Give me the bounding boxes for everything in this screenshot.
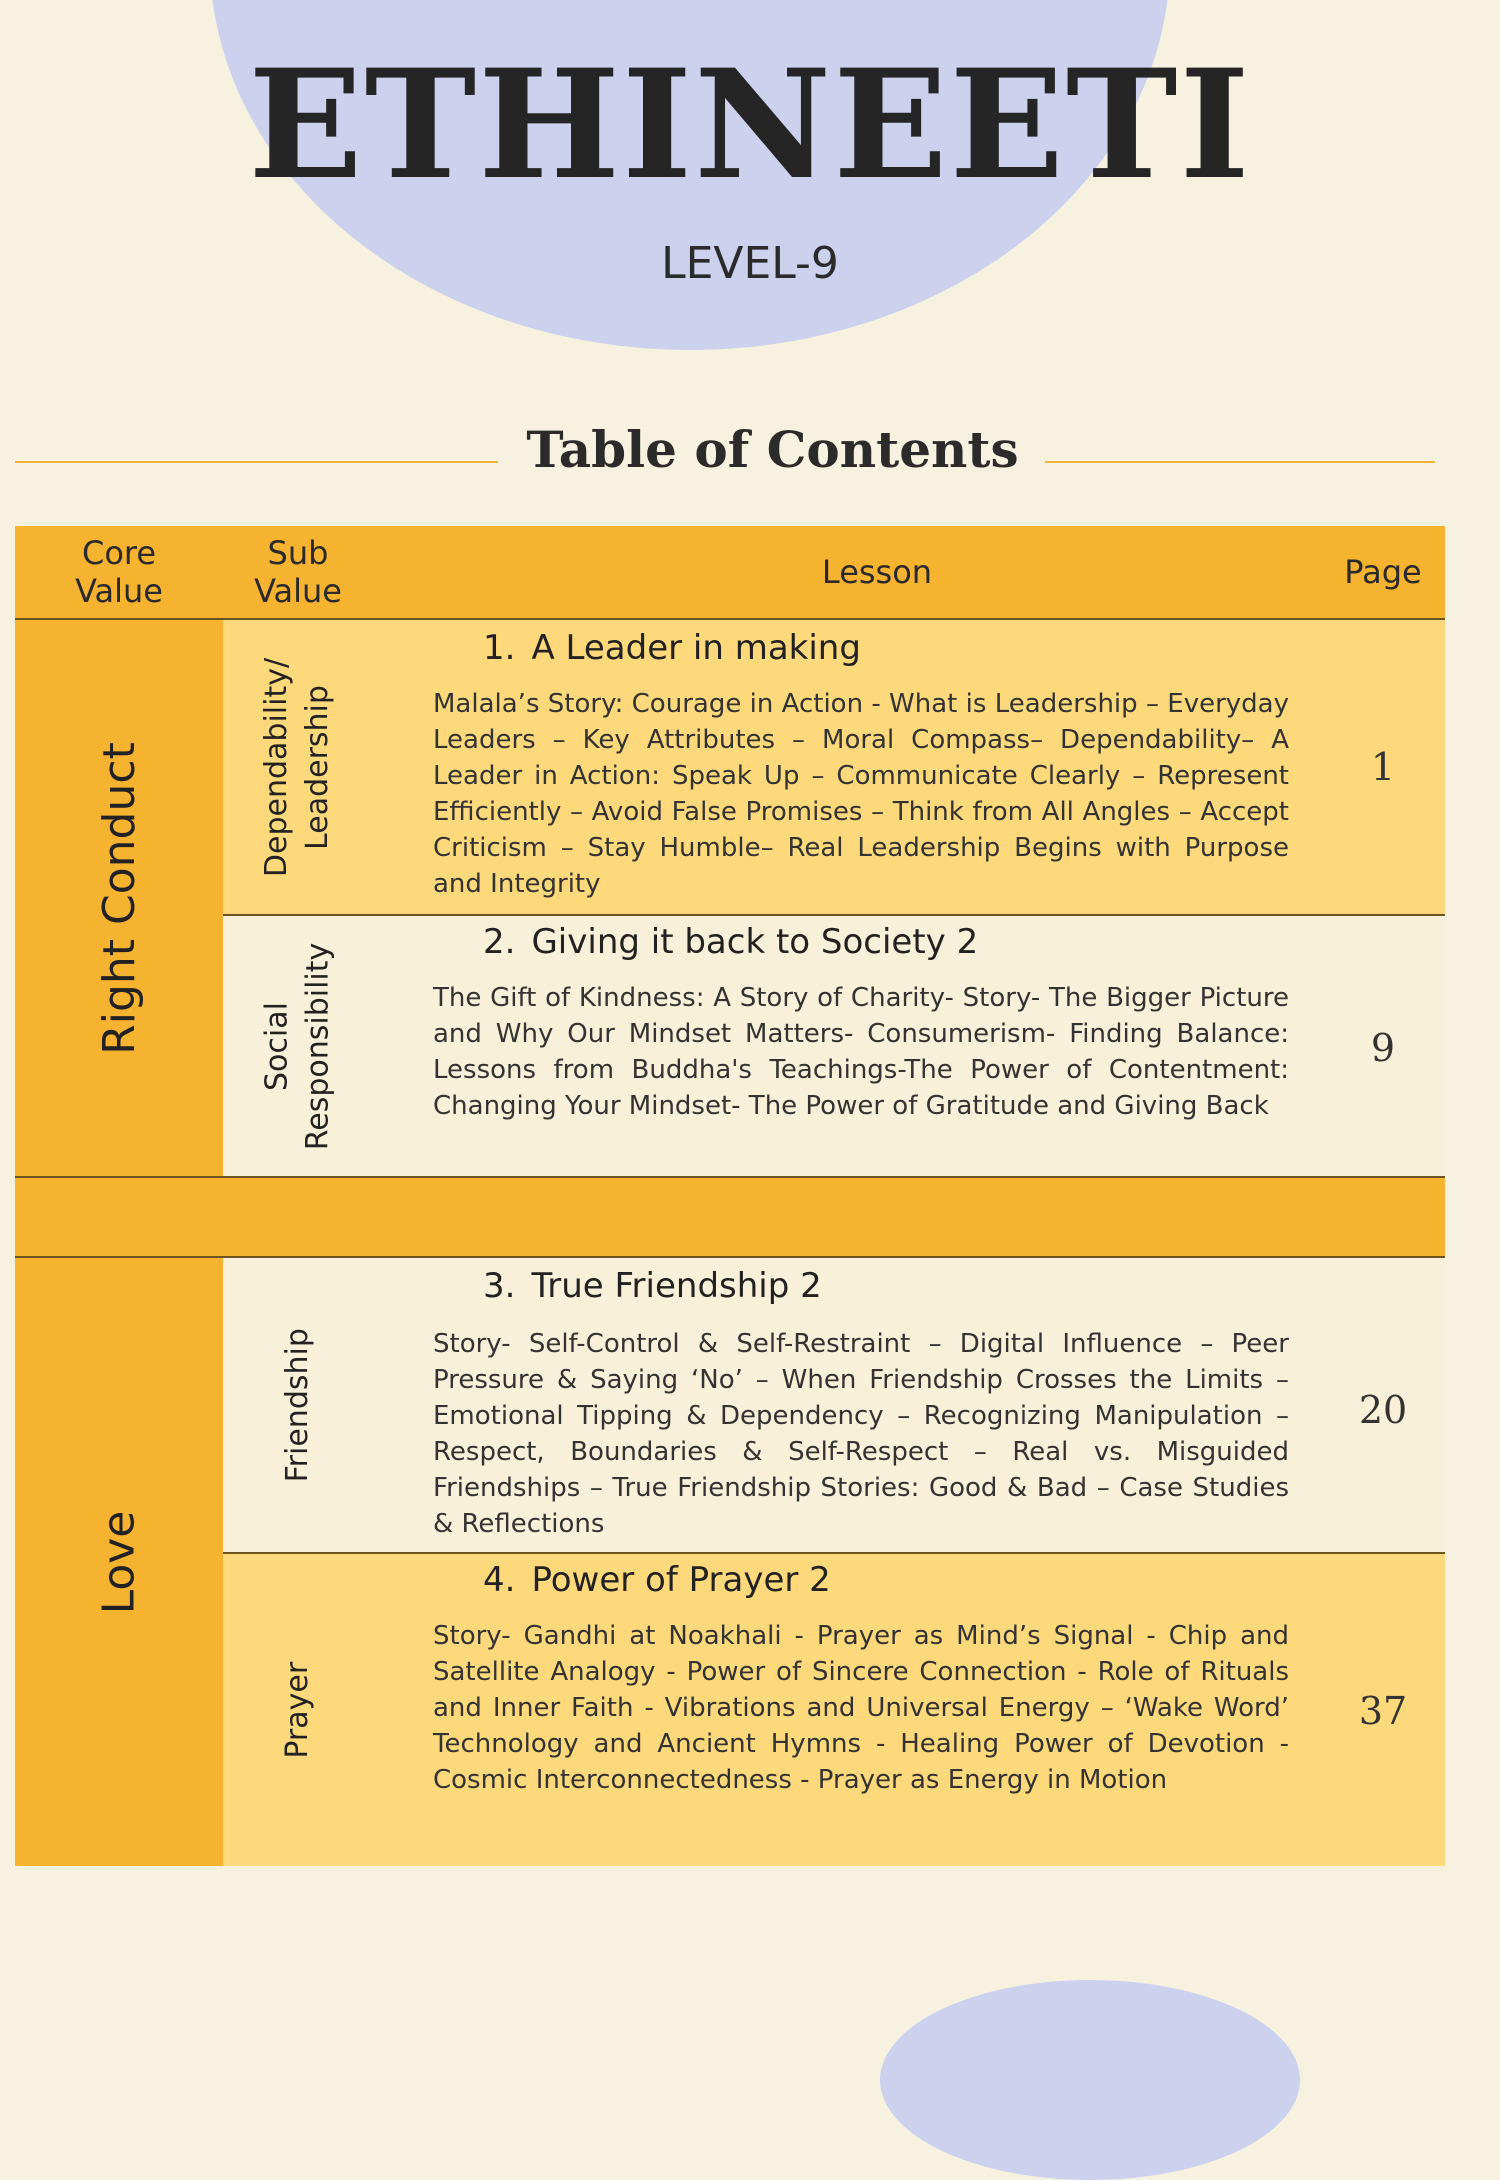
page-number: 1	[1370, 745, 1396, 789]
sub-value-cell: Dependability/ Leadership	[259, 657, 336, 877]
page-number: 37	[1358, 1689, 1408, 1733]
header-core-value: Core Value	[75, 533, 163, 610]
table-header	[15, 526, 1445, 620]
lesson-title: 3. True Friendship 2	[483, 1266, 822, 1306]
lesson-description: Malala’s Story: Courage in Action - What is Leadership – Everyday Leaders – Key Attributes – Moral Compass– Dependability– A Leader in Action: Speak Up – Communicate Clearly – Represent Efficiently – Avoid False Promises – Think from All Angles – Accept Criticism – Stay Humble– Real Leadership Begins with Purpose and Integrity	[433, 689, 1289, 899]
lesson-row	[223, 620, 1445, 914]
header-page: Page	[1344, 552, 1422, 591]
header-lesson: Lesson	[821, 552, 933, 591]
sub-value-cell: Social Responsibility	[259, 942, 335, 1150]
lesson-title: 2. Giving it back to Society 2	[483, 922, 979, 962]
page-number: 20	[1358, 1388, 1408, 1432]
decorative-circle-bottom	[880, 1980, 1300, 2180]
section-separator	[15, 1176, 1445, 1258]
book-title: ETHINEETI	[248, 37, 1252, 213]
lesson-description: The Gift of Kindness: A Story of Charity- Story- The Bigger Picture and Why Our Mindset Matters- Consumerism- Finding Balance: Lessons from Buddha's Teachings-The Power of Contentment: Changing Your Mindset- The Power of Gratitude and Giving Back	[433, 983, 1289, 1121]
lesson-row	[223, 1554, 1445, 1866]
core-value-label: Love	[93, 1510, 145, 1614]
core-value-label: Right Conduct	[93, 741, 145, 1055]
toc-heading: Table of Contents	[526, 420, 1019, 479]
toc-rule-right	[1045, 461, 1435, 463]
sub-value-cell: Prayer	[279, 1661, 315, 1759]
page-number: 9	[1370, 1026, 1396, 1070]
lesson-title: 4. Power of Prayer 2	[483, 1560, 831, 1600]
lesson-description: Story- Gandhi at Noakhali - Prayer as Mind’s Signal - Chip and Satellite Analogy - Power of Sincere Connection - Role of Rituals and Inner Faith - Vibrations and Universal Energy – ‘Wake Word’ Technology and Ancient Hymns - Healing Power of Devotion - Cosmic Interconnectedness - Prayer as Energy in Motion	[433, 1621, 1289, 1795]
contents-table	[15, 526, 1445, 1866]
lesson-row	[223, 916, 1445, 1176]
lesson-description: Story- Self-Control & Self-Restraint – Digital Influence – Peer Pressure & Saying ‘No’ – When Friendship Crosses the Limits – Emotional Tipping & Dependency – Recognizing Manipulation – Respect, Boundaries & Self-Respect – Real vs. Misguided Friendships – True Friendship Stories: Good & Bad – Case Studies & Reflections	[433, 1329, 1289, 1539]
sub-value-cell: Friendship	[279, 1327, 315, 1483]
lesson-title: 1. A Leader in making	[483, 628, 861, 668]
book-level: LEVEL-9	[661, 238, 839, 289]
toc-rule-left	[15, 461, 498, 463]
header-sub-value: Sub Value	[254, 533, 342, 610]
lesson-row	[223, 1258, 1445, 1552]
